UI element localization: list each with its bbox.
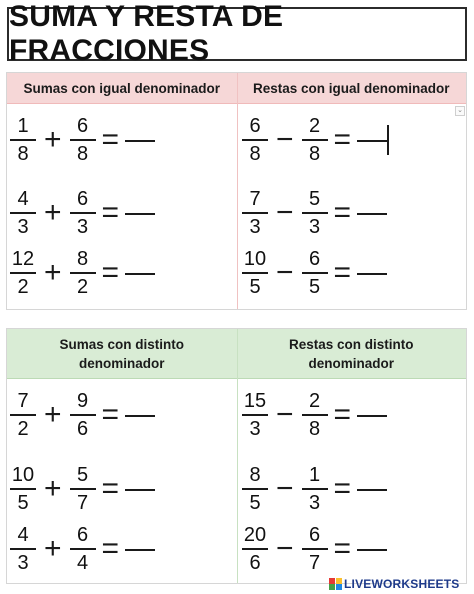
fraction-bar <box>242 139 268 141</box>
fraction-b <box>68 523 98 575</box>
answer-blank[interactable] <box>357 489 387 491</box>
operator: + <box>44 196 62 229</box>
exercise-row <box>8 111 155 169</box>
denominator: 8 <box>17 142 29 165</box>
numerator: 4 <box>17 188 29 211</box>
operator: − <box>276 123 294 156</box>
fraction-a <box>8 114 38 166</box>
page-title: SUMA Y RESTA DE FRACCIONES <box>9 0 284 67</box>
fraction-bar <box>242 212 268 214</box>
equals-sign: = <box>101 532 120 565</box>
fraction-bar <box>70 548 96 550</box>
fraction-bar <box>242 272 268 274</box>
fraction-bar <box>302 488 328 490</box>
fraction-a <box>240 523 270 575</box>
denominator: 8 <box>308 417 321 440</box>
fraction-bar <box>70 272 96 274</box>
exercise-row <box>8 386 155 444</box>
numerator: 6 <box>76 188 89 211</box>
operator: + <box>44 398 62 431</box>
denominator: 8 <box>76 142 89 165</box>
denominator: 2 <box>17 275 29 298</box>
exercise-row <box>8 460 155 518</box>
equals-sign: = <box>101 123 120 156</box>
numerator: 6 <box>76 524 89 547</box>
exercise-row <box>240 520 387 578</box>
operator: − <box>276 532 294 565</box>
answer-blank[interactable] <box>357 140 387 142</box>
column-divider <box>237 73 238 309</box>
header-sums-different-denominator: Sumas con distinto denominador <box>59 336 184 371</box>
numerator: 6 <box>76 115 89 138</box>
title-box <box>7 0 467 67</box>
watermark-text: LIVEWORKSHEETS <box>344 577 460 591</box>
numerator: 7 <box>17 390 29 413</box>
denominator: 5 <box>17 491 29 514</box>
numerator: 9 <box>76 390 89 413</box>
numerator: 12 <box>11 248 35 271</box>
denominator: 8 <box>249 142 261 165</box>
numerator: 2 <box>308 390 321 413</box>
answer-blank[interactable] <box>357 415 387 417</box>
fraction-bar <box>70 139 96 141</box>
numerator: 4 <box>17 524 29 547</box>
operator: + <box>44 256 62 289</box>
answer-blank[interactable] <box>125 489 155 491</box>
fraction-bar <box>302 548 328 550</box>
fraction-bar <box>242 548 268 550</box>
fraction-bar <box>242 488 268 490</box>
equals-sign: = <box>333 196 352 229</box>
answer-blank[interactable] <box>125 273 155 275</box>
fraction-a <box>8 523 38 575</box>
denominator: 6 <box>76 417 89 440</box>
exercise-row <box>240 184 387 242</box>
header-sums-same-denominator: Sumas con igual denominador <box>23 80 221 96</box>
fraction-bar <box>10 139 36 141</box>
fraction-bar <box>302 414 328 416</box>
fraction-a <box>8 389 38 441</box>
operator: + <box>44 472 62 505</box>
denominator: 3 <box>17 551 29 574</box>
denominator: 3 <box>308 491 321 514</box>
exercise-row <box>8 244 155 302</box>
chevron-down-icon[interactable]: ⌄ <box>455 106 465 116</box>
numerator: 15 <box>243 390 267 413</box>
numerator: 8 <box>76 248 89 271</box>
fraction-bar <box>10 272 36 274</box>
fraction-a <box>8 187 38 239</box>
denominator: 3 <box>308 215 321 238</box>
answer-blank[interactable] <box>125 415 155 417</box>
numerator: 8 <box>249 464 261 487</box>
fraction-a <box>8 463 38 515</box>
denominator: 6 <box>249 551 261 574</box>
operator: + <box>44 123 62 156</box>
operator: + <box>44 532 62 565</box>
exercise-row <box>240 111 389 169</box>
fraction-bar <box>10 548 36 550</box>
operator: − <box>276 196 294 229</box>
equals-sign: = <box>101 398 120 431</box>
fraction-bar <box>302 212 328 214</box>
fraction-bar <box>302 139 328 141</box>
equals-sign: = <box>333 256 352 289</box>
numerator: 1 <box>17 115 29 138</box>
operator: − <box>276 472 294 505</box>
answer-blank[interactable] <box>357 273 387 275</box>
answer-blank[interactable] <box>125 213 155 215</box>
equals-sign: = <box>333 123 352 156</box>
answer-blank[interactable] <box>357 213 387 215</box>
denominator: 7 <box>308 551 321 574</box>
operator: − <box>276 398 294 431</box>
numerator: 10 <box>243 248 267 271</box>
equals-sign: = <box>101 256 120 289</box>
denominator: 3 <box>76 215 89 238</box>
fraction-b <box>68 389 98 441</box>
equals-sign: = <box>333 532 352 565</box>
fraction-a <box>240 463 270 515</box>
fraction-b <box>300 187 330 239</box>
numerator: 5 <box>76 464 89 487</box>
numerator: 7 <box>249 188 261 211</box>
fraction-b <box>68 463 98 515</box>
exercise-row <box>240 386 387 444</box>
equals-sign: = <box>101 472 120 505</box>
denominator: 2 <box>17 417 29 440</box>
equals-sign: = <box>333 398 352 431</box>
answer-blank[interactable] <box>125 140 155 142</box>
denominator: 8 <box>308 142 321 165</box>
column-divider <box>237 329 238 583</box>
liveworksheets-logo <box>329 576 459 592</box>
numerator: 6 <box>308 524 321 547</box>
fraction-bar <box>302 272 328 274</box>
numerator: 1 <box>308 464 321 487</box>
exercise-row <box>240 244 387 302</box>
answer-blank[interactable] <box>125 549 155 551</box>
fraction-b <box>300 523 330 575</box>
fraction-a <box>240 114 270 166</box>
fraction-b <box>68 114 98 166</box>
denominator: 3 <box>17 215 29 238</box>
equals-sign: = <box>101 196 120 229</box>
fraction-bar <box>10 212 36 214</box>
fraction-bar <box>70 414 96 416</box>
denominator: 5 <box>308 275 321 298</box>
denominator: 4 <box>76 551 89 574</box>
numerator: 6 <box>308 248 321 271</box>
fraction-b <box>68 187 98 239</box>
fraction-a <box>240 187 270 239</box>
fraction-b <box>300 114 330 166</box>
fraction-bar <box>70 212 96 214</box>
numerator: 6 <box>249 115 261 138</box>
denominator: 7 <box>76 491 89 514</box>
exercise-row <box>8 520 155 578</box>
denominator: 5 <box>249 491 261 514</box>
logo-icon <box>329 578 342 591</box>
fraction-bar <box>70 488 96 490</box>
numerator: 5 <box>308 188 321 211</box>
fraction-b <box>300 389 330 441</box>
exercise-row <box>240 460 387 518</box>
denominator: 2 <box>76 275 89 298</box>
operator: − <box>276 256 294 289</box>
fraction-a <box>240 247 270 299</box>
text-cursor <box>387 125 389 155</box>
fraction-b <box>300 247 330 299</box>
fraction-bar <box>10 488 36 490</box>
exercise-row <box>8 184 155 242</box>
denominator: 3 <box>249 215 261 238</box>
fraction-bar <box>10 414 36 416</box>
header-subtractions-different-denominator: Restas con distinto denominador <box>288 336 414 371</box>
numerator: 10 <box>11 464 35 487</box>
equals-sign: = <box>333 472 352 505</box>
denominator: 5 <box>249 275 261 298</box>
fraction-b <box>68 247 98 299</box>
fraction-a <box>8 247 38 299</box>
answer-blank[interactable] <box>357 549 387 551</box>
numerator: 2 <box>308 115 321 138</box>
denominator: 3 <box>249 417 261 440</box>
numerator: 20 <box>243 524 267 547</box>
fraction-bar <box>242 414 268 416</box>
fraction-b <box>300 463 330 515</box>
header-subtractions-same-denominator: Restas con igual denominador <box>252 80 450 96</box>
fraction-a <box>240 389 270 441</box>
